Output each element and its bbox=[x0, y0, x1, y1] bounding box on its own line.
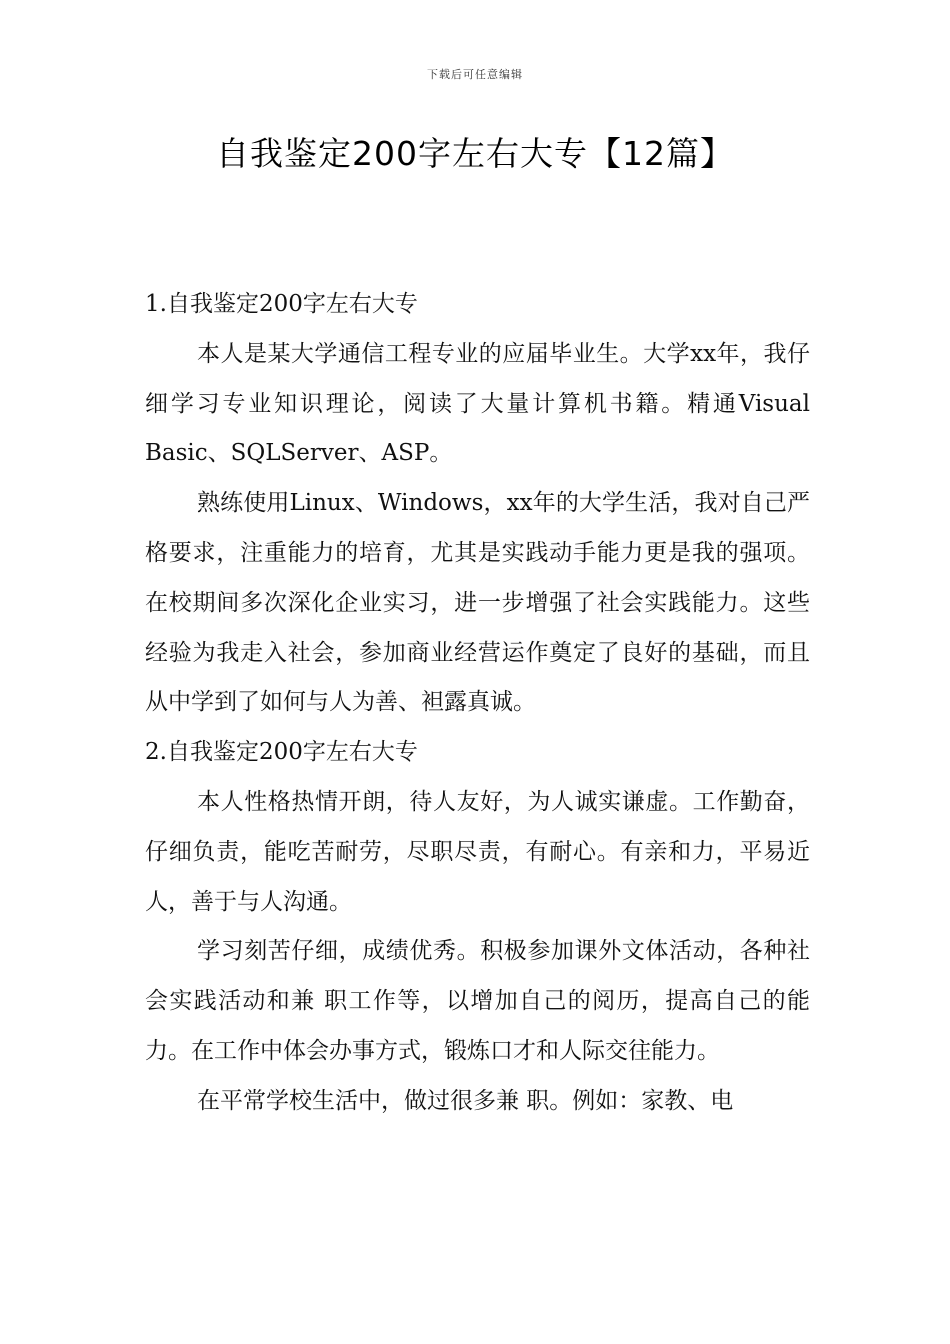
document-body bbox=[145, 280, 810, 1127]
paragraph: 学习刻苦仔细，成绩优秀。积极参加课外文体活动，各种社会实践活动和兼 职工作等，以增加自己的阅历，提高自己的能力。在工作中体会办事方式，锻炼口才和人际交往能力。 bbox=[145, 938, 810, 1064]
document-title: 自我鉴定200字左右大专【12篇】 bbox=[216, 134, 734, 173]
paragraph: 熟练使用Linux、Windows，xx年的大学生活，我对自己严格要求，注重能力的培育，尤其是实践动手能力更是我的强项。在校期间多次深化企业实习，进一步增强了社会实践能力。这些经验为我走入社会，参加商业经营运作奠定了良好的基础，而且从中学到了如何与人为善、袒露真诚。 bbox=[145, 490, 810, 716]
paragraph: 在平常学校生活中，做过很多兼 职。例如：家教、电 bbox=[197, 1087, 734, 1114]
paragraph: 本人性格热情开朗，待人友好，为人诚实谦虚。工作勤奋，仔细负责，能吃苦耐劳，尽职尽责，有耐心。有亲和力，平易近人，善于与人沟通。 bbox=[145, 788, 810, 915]
section-heading-2: 2.自我鉴定200字左右大专 bbox=[145, 739, 418, 766]
header-note: 下载后可任意编辑 bbox=[427, 68, 523, 81]
paragraph: 本人是某大学通信工程专业的应届毕业生。大学xx年，我仔细学习专业知识理论，阅读了大量计算机书籍。精通Visual Basic、SQLServer、ASP。 bbox=[145, 340, 810, 467]
section-heading-1: 1.自我鉴定200字左右大专 bbox=[145, 291, 418, 317]
